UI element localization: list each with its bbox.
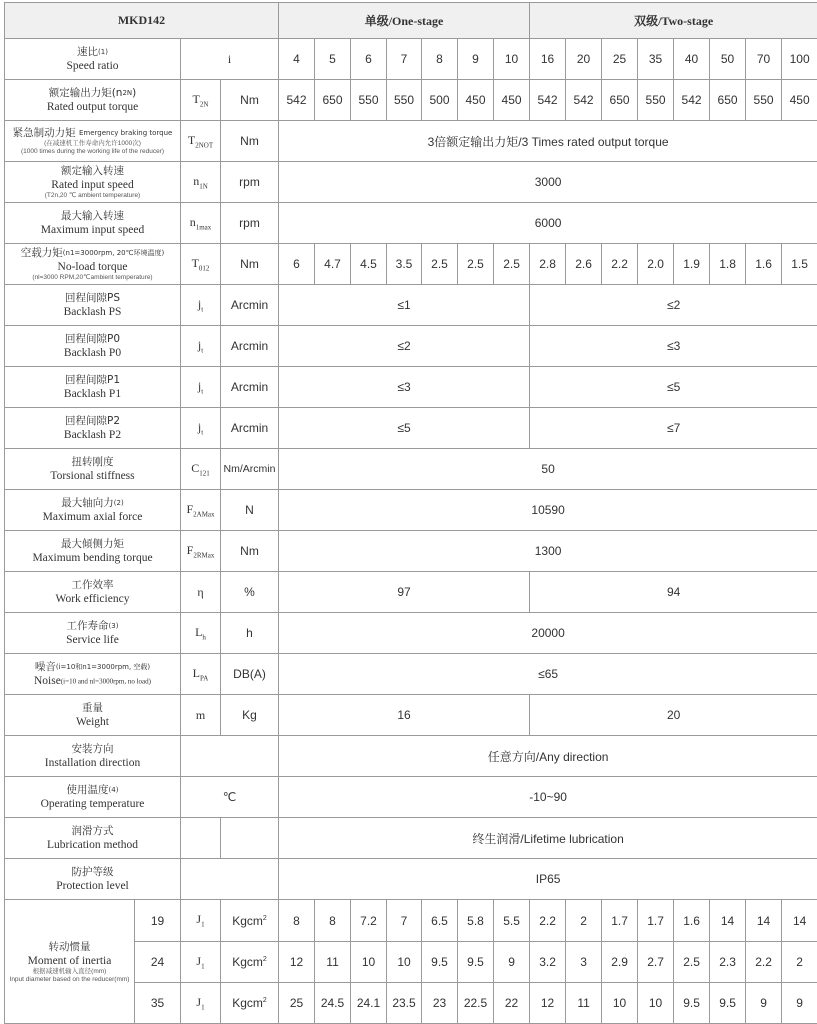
inertia-value: 14: [710, 900, 746, 942]
ratio-value: 16: [530, 39, 566, 80]
axial-row: [5, 490, 817, 531]
spec-table: [4, 2, 817, 1024]
backlash-p2-two-stage: ≤7: [530, 408, 817, 449]
emergency-torque-unit: Nm: [221, 121, 279, 162]
noload-value: 2.6: [566, 244, 602, 285]
inertia-unit: Kgcm$^2$: [221, 983, 279, 1024]
emergency-torque-symbol: $T_{2NOT}$: [181, 121, 221, 162]
bending-label: 最大傾侧力矩 Maximum bending torque: [5, 531, 181, 572]
inertia-value: 12: [279, 942, 315, 983]
lubrication-row: [5, 818, 817, 859]
inertia-value: 25: [279, 983, 315, 1024]
inertia-value: 1.7: [602, 900, 638, 942]
lubrication-label: 润滑方式 Lubrication method: [5, 818, 181, 859]
life-unit: h: [221, 613, 279, 654]
inertia-value: 1.6: [674, 900, 710, 942]
speed-ratio-row: [5, 39, 817, 80]
inertia-value: 10: [351, 942, 387, 983]
two-stage-header: 双级/Two-stage: [530, 3, 817, 39]
emergency-torque-label: 紧急制动力矩 Emergency braking torque (在减速机工作寿命内允许1000次) (1000 times during the working life of the reducer): [5, 121, 181, 162]
backlash-ps-one-stage: ≤1: [279, 285, 530, 326]
torque-value: 550: [638, 80, 674, 121]
ratio-value: 10: [494, 39, 530, 80]
stiffness-symbol: $C_{121}$: [181, 449, 221, 490]
noload-value: 2.5: [494, 244, 530, 285]
inertia-value: 10: [602, 983, 638, 1024]
inertia-value: 12: [530, 983, 566, 1024]
inertia-value: 2.3: [710, 942, 746, 983]
protection-symbol-empty: [181, 859, 279, 900]
header-row: [5, 3, 817, 39]
protection-value: IP65: [279, 859, 817, 900]
backlash-p2-label: 回程间隙P2 Backlash P2: [5, 408, 181, 449]
ratio-value: 8: [422, 39, 458, 80]
backlash-p2-unit: Arcmin: [221, 408, 279, 449]
backlash-p1-row: [5, 367, 817, 408]
backlash-p2-one-stage: ≤5: [279, 408, 530, 449]
rated-input-value: 3000: [279, 162, 817, 203]
backlash-p0-symbol: $j_t$: [181, 326, 221, 367]
inertia-unit: Kgcm$^2$: [221, 900, 279, 942]
speed-ratio-symbol: i: [181, 39, 279, 80]
inertia-value: 1.7: [638, 900, 674, 942]
inertia-value: 8: [279, 900, 315, 942]
inertia-symbol: $J_1$: [181, 942, 221, 983]
backlash-ps-symbol: $j_t$: [181, 285, 221, 326]
ratio-value: 5: [315, 39, 351, 80]
life-value: 20000: [279, 613, 817, 654]
noload-value: 2.2: [602, 244, 638, 285]
emergency-torque-value: 3倍额定输出力矩/3 Times rated output torque: [279, 121, 817, 162]
noload-value: 2.5: [422, 244, 458, 285]
protection-row: [5, 859, 817, 900]
backlash-p2-row: [5, 408, 817, 449]
ratio-value: 35: [638, 39, 674, 80]
inertia-value: 2.7: [638, 942, 674, 983]
inertia-value: 2.2: [746, 942, 782, 983]
inertia-diameter: 19: [135, 900, 181, 942]
backlash-p0-unit: Arcmin: [221, 326, 279, 367]
inertia-value: 2.5: [674, 942, 710, 983]
life-symbol: $L_h$: [181, 613, 221, 654]
protection-label: 防护等级 Protection level: [5, 859, 181, 900]
efficiency-label: 工作效率 Work efficiency: [5, 572, 181, 613]
inertia-value: 9: [746, 983, 782, 1024]
inertia-value: 9.5: [422, 942, 458, 983]
noload-value: 1.6: [746, 244, 782, 285]
lubrication-value: 终生润滑/Lifetime lubrication: [279, 818, 817, 859]
noise-value: ≤65: [279, 654, 817, 695]
life-row: [5, 613, 817, 654]
backlash-ps-row: [5, 285, 817, 326]
ratio-value: 20: [566, 39, 602, 80]
inertia-value: 10: [638, 983, 674, 1024]
speed-ratio-label: 速比(1) Speed ratio: [5, 39, 181, 80]
noload-value: 2.5: [458, 244, 494, 285]
ratio-value: 4: [279, 39, 315, 80]
axial-unit: N: [221, 490, 279, 531]
stiffness-label: 扭转刚度 Torsional stiffness: [5, 449, 181, 490]
installation-label: 安装方向 Installation direction: [5, 736, 181, 777]
ratio-value: 25: [602, 39, 638, 80]
ratio-value: 6: [351, 39, 387, 80]
spec-body: [5, 3, 817, 1024]
max-input-row: [5, 203, 817, 244]
noload-row: [5, 244, 817, 285]
noload-label: 空载力矩(n1=3000rpm, 20℃环境温度) No-load torque (nl=3000 RPM,20℃ambient temperature): [5, 244, 181, 285]
inertia-value: 6.5: [422, 900, 458, 942]
inertia-value: 9: [494, 942, 530, 983]
weight-label: 重量 Weight: [5, 695, 181, 736]
inertia-value: 2.9: [602, 942, 638, 983]
max-input-label: 最大输入转速 Maximum input speed: [5, 203, 181, 244]
inertia-value: 11: [315, 942, 351, 983]
temperature-value: -10~90: [279, 777, 817, 818]
efficiency-two-stage: 94: [530, 572, 817, 613]
axial-label: 最大轴向力(2) Maximum axial force: [5, 490, 181, 531]
noise-unit: DB(A): [221, 654, 279, 695]
model-name: MKD142: [5, 3, 279, 39]
backlash-ps-unit: Arcmin: [221, 285, 279, 326]
inertia-diameter: 24: [135, 942, 181, 983]
bending-row: [5, 531, 817, 572]
weight-symbol: m: [181, 695, 221, 736]
inertia-value: 23: [422, 983, 458, 1024]
inertia-symbol: $J_1$: [181, 983, 221, 1024]
backlash-p1-one-stage: ≤3: [279, 367, 530, 408]
ratio-value: 100: [782, 39, 817, 80]
inertia-value: 7.2: [351, 900, 387, 942]
weight-two-stage: 20: [530, 695, 817, 736]
backlash-p1-unit: Arcmin: [221, 367, 279, 408]
backlash-p0-label: 回程间隙P0 Backlash P0: [5, 326, 181, 367]
ratio-value: 50: [710, 39, 746, 80]
installation-value: 任意方向/Any direction: [279, 736, 817, 777]
max-input-symbol: $n_{1max}$: [181, 203, 221, 244]
inertia-row-19: [5, 900, 817, 942]
inertia-value: 8: [315, 900, 351, 942]
noload-value: 2.8: [530, 244, 566, 285]
axial-symbol: $F_{2AMax}$: [181, 490, 221, 531]
torque-value: 542: [566, 80, 602, 121]
efficiency-unit: %: [221, 572, 279, 613]
noload-value: 3.5: [387, 244, 422, 285]
stiffness-value: 50: [279, 449, 817, 490]
inertia-value: 11: [566, 983, 602, 1024]
bending-unit: Nm: [221, 531, 279, 572]
one-stage-header: 单级/One-stage: [279, 3, 530, 39]
noload-value: 4.7: [315, 244, 351, 285]
bending-value: 1300: [279, 531, 817, 572]
torque-value: 450: [494, 80, 530, 121]
backlash-ps-two-stage: ≤2: [530, 285, 817, 326]
inertia-value: 9.5: [458, 942, 494, 983]
temperature-label: 使用温度(4) Operating temperature: [5, 777, 181, 818]
bending-symbol: $F_{2RMax}$: [181, 531, 221, 572]
inertia-value: 7: [387, 900, 422, 942]
noload-value: 1.5: [782, 244, 817, 285]
installation-row: [5, 736, 817, 777]
inertia-value: 9.5: [674, 983, 710, 1024]
temperature-unit: ℃: [181, 777, 279, 818]
efficiency-one-stage: 97: [279, 572, 530, 613]
max-input-unit: rpm: [221, 203, 279, 244]
noload-value: 6: [279, 244, 315, 285]
torque-value: 450: [782, 80, 817, 121]
ratio-value: 9: [458, 39, 494, 80]
torque-value: 542: [279, 80, 315, 121]
rated-input-symbol: $n_{1N}$: [181, 162, 221, 203]
inertia-value: 23.5: [387, 983, 422, 1024]
inertia-diameter: 35: [135, 983, 181, 1024]
torque-value: 650: [710, 80, 746, 121]
torque-value: 500: [422, 80, 458, 121]
inertia-value: 14: [746, 900, 782, 942]
emergency-torque-row: [5, 121, 817, 162]
efficiency-symbol: η: [181, 572, 221, 613]
inertia-value: 24.1: [351, 983, 387, 1024]
inertia-value: 5.5: [494, 900, 530, 942]
noload-unit: Nm: [221, 244, 279, 285]
backlash-ps-label: 回程间隙PS Backlash PS: [5, 285, 181, 326]
inertia-value: 2.2: [530, 900, 566, 942]
torque-value: 550: [387, 80, 422, 121]
inertia-value: 22.5: [458, 983, 494, 1024]
noload-symbol: $T_{012}$: [181, 244, 221, 285]
rated-torque-symbol: $T_{2N}$: [181, 80, 221, 121]
weight-one-stage: 16: [279, 695, 530, 736]
inertia-symbol: $J_1$: [181, 900, 221, 942]
torque-value: 550: [746, 80, 782, 121]
inertia-value: 10: [387, 942, 422, 983]
inertia-value: 2: [782, 942, 817, 983]
torque-value: 542: [674, 80, 710, 121]
inertia-value: 22: [494, 983, 530, 1024]
noload-value: 4.5: [351, 244, 387, 285]
life-label: 工作寿命(3) Service life: [5, 613, 181, 654]
backlash-p0-row: [5, 326, 817, 367]
backlash-p1-label: 回程间隙P1 Backlash P1: [5, 367, 181, 408]
inertia-label: 转动惯量 Moment of inertia 根据减速机输入直径(mm) Input diameter based on the reducer(mm): [5, 900, 135, 1024]
inertia-value: 3: [566, 942, 602, 983]
torque-value: 450: [458, 80, 494, 121]
noload-value: 1.8: [710, 244, 746, 285]
backlash-p0-two-stage: ≤3: [530, 326, 817, 367]
stiffness-unit: Nm/Arcmin: [221, 449, 279, 490]
ratio-value: 40: [674, 39, 710, 80]
backlash-p1-symbol: $j_t$: [181, 367, 221, 408]
axial-value: 10590: [279, 490, 817, 531]
rated-input-unit: rpm: [221, 162, 279, 203]
torque-value: 650: [315, 80, 351, 121]
noload-value: 2.0: [638, 244, 674, 285]
stiffness-row: [5, 449, 817, 490]
torque-value: 650: [602, 80, 638, 121]
rated-input-label: 额定输入转速 Rated input speed (T2n,20 ℃ ambient temperature): [5, 162, 181, 203]
efficiency-row: [5, 572, 817, 613]
inertia-value: 3.2: [530, 942, 566, 983]
lubrication-symbol-empty: [181, 818, 221, 859]
weight-row: [5, 695, 817, 736]
backlash-p0-one-stage: ≤2: [279, 326, 530, 367]
torque-value: 542: [530, 80, 566, 121]
inertia-value: 24.5: [315, 983, 351, 1024]
torque-value: 550: [351, 80, 387, 121]
inertia-value: 14: [782, 900, 817, 942]
ratio-value: 7: [387, 39, 422, 80]
max-input-value: 6000: [279, 203, 817, 244]
rated-input-row: [5, 162, 817, 203]
installation-symbol-empty: [181, 736, 279, 777]
noise-row: [5, 654, 817, 695]
rated-torque-unit: Nm: [221, 80, 279, 121]
temperature-row: [5, 777, 817, 818]
noise-symbol: $L_{PA}$: [181, 654, 221, 695]
noload-value: 1.9: [674, 244, 710, 285]
ratio-value: 70: [746, 39, 782, 80]
lubrication-unit-empty: [221, 818, 279, 859]
inertia-value: 2: [566, 900, 602, 942]
weight-unit: Kg: [221, 695, 279, 736]
backlash-p1-two-stage: ≤5: [530, 367, 817, 408]
inertia-value: 9.5: [710, 983, 746, 1024]
noise-label: 噪音(i=10和n1=3000rpm, 空载) Noise(i=10 and nl=3000rpm, no load): [5, 654, 181, 695]
inertia-value: 9: [782, 983, 817, 1024]
backlash-p2-symbol: $j_t$: [181, 408, 221, 449]
rated-torque-row: [5, 80, 817, 121]
inertia-unit: Kgcm$^2$: [221, 942, 279, 983]
inertia-value: 5.8: [458, 900, 494, 942]
rated-torque-label: 额定输出力矩(n2N) Rated output torque: [5, 80, 181, 121]
